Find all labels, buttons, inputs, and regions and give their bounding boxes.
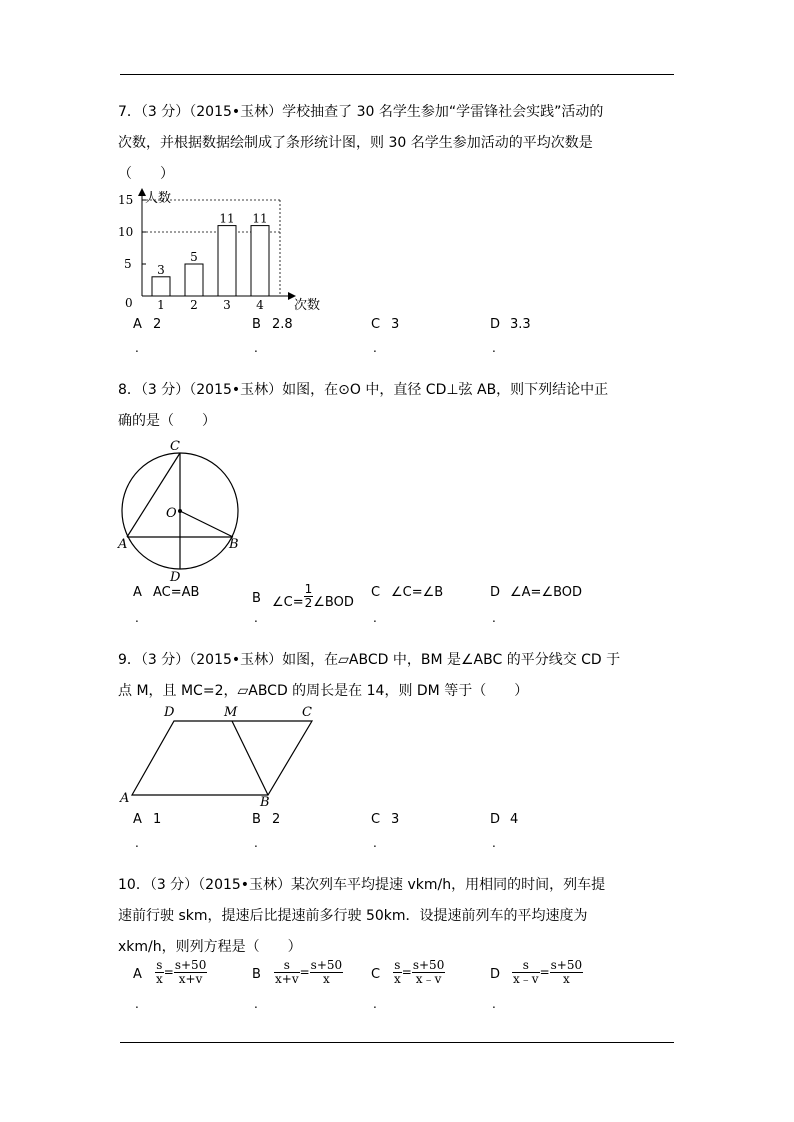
chart-xticks bbox=[157, 298, 264, 312]
q10-dot-c: . bbox=[373, 997, 377, 1011]
question-8-options bbox=[133, 582, 693, 625]
segment-bm bbox=[232, 721, 268, 795]
question-7-options bbox=[133, 317, 693, 357]
fraction-right: $\frac{s+50}{x}$ bbox=[310, 958, 343, 986]
question-8-line-2: 确的是（ ） bbox=[118, 413, 216, 429]
question-7-line-1: 7．（3 分）（2015•玉林）学校抽查了 30 名学生参加“学雷锋社会实践”活动的 bbox=[118, 104, 604, 120]
q8-dot-a: . bbox=[135, 611, 139, 625]
label-o: O bbox=[166, 506, 177, 521]
question-9-options bbox=[133, 812, 693, 852]
fraction-left: $\frac{s}{x﹣v}$ bbox=[513, 958, 539, 986]
label-c: C bbox=[170, 439, 180, 454]
q7-option-a[interactable]: A 2 bbox=[133, 317, 162, 332]
question-9 bbox=[118, 645, 678, 707]
q10-option-b[interactable]: B $\frac{s}{x+v}$ = $\frac{s+50}{x}$ bbox=[252, 958, 343, 986]
question-9-line-1: 9．（3 分）（2015•玉林）如图，在▱ABCD 中，BM 是∠ABC 的平分线交 CD 于 bbox=[118, 652, 621, 668]
bar-chart bbox=[112, 186, 352, 316]
label-b: B bbox=[229, 537, 239, 552]
fraction-left: $\frac{s}{x}$ bbox=[394, 958, 401, 986]
parallelogram-diagram bbox=[118, 702, 328, 807]
q9-dot-d: . bbox=[492, 836, 496, 850]
q9-dot-b: . bbox=[254, 836, 258, 850]
question-8 bbox=[118, 375, 678, 437]
x-tick-label-2: 2 bbox=[190, 298, 198, 312]
q10-option-c[interactable]: C $\frac{s}{x}$ = $\frac{s+50}{x﹣v}$ bbox=[371, 958, 445, 986]
segment-ac bbox=[127, 453, 180, 537]
fraction-right: $\frac{s+50}{x+v}$ bbox=[174, 958, 207, 986]
question-10 bbox=[118, 870, 678, 963]
bar-value-2: 5 bbox=[190, 250, 198, 264]
q10-option-d[interactable]: D $\frac{s}{x﹣v}$ = $\frac{s+50}{x}$ bbox=[490, 958, 583, 986]
q10-dot-a: . bbox=[135, 997, 139, 1011]
bar-2 bbox=[185, 264, 203, 296]
chart-bars bbox=[152, 212, 269, 296]
label-m: M bbox=[224, 705, 238, 720]
q9-option-d[interactable]: D 4 bbox=[490, 812, 519, 827]
q9-option-a[interactable]: A 1 bbox=[133, 812, 162, 827]
q8-dot-b: . bbox=[254, 611, 258, 625]
fraction-right: $\frac{s+50}{x}$ bbox=[550, 958, 583, 986]
bar-4 bbox=[251, 226, 269, 296]
label-a: A bbox=[120, 791, 130, 806]
top-rule bbox=[120, 74, 674, 75]
segment-ob bbox=[180, 511, 233, 537]
q7-dot-c: . bbox=[373, 341, 377, 355]
question-7 bbox=[118, 97, 678, 190]
label-d: D bbox=[164, 705, 175, 720]
question-10-line-1: 10．（3 分）（2015•玉林）某次列车平均提速 vkm/h，用相同的时间，列车提 bbox=[118, 877, 606, 893]
label-a: A bbox=[118, 537, 128, 552]
question-10-line-3: xkm/h，则列方程是（ ） bbox=[118, 939, 302, 955]
bar-1 bbox=[152, 277, 170, 296]
q8-dot-d: . bbox=[492, 611, 496, 625]
label-d: D bbox=[170, 570, 181, 585]
center-point bbox=[178, 509, 182, 513]
q10-option-a[interactable]: A $\frac{s}{x}$ = $\frac{s+50}{x+v}$ bbox=[133, 958, 207, 986]
fraction-left: $\frac{s}{x}$ bbox=[156, 958, 163, 986]
q8-dot-c: . bbox=[373, 611, 377, 625]
q7-dot-d: . bbox=[492, 341, 496, 355]
q10-dot-d: . bbox=[492, 997, 496, 1011]
q9-option-c[interactable]: C 3 bbox=[371, 812, 400, 827]
q7-dot-b: . bbox=[254, 341, 258, 355]
q8-option-a[interactable]: A AC=AB bbox=[133, 585, 200, 600]
q9-option-b[interactable]: B 2 bbox=[252, 812, 281, 827]
y-tick-label-0: 0 bbox=[125, 296, 133, 310]
q7-dot-a: . bbox=[135, 341, 139, 355]
label-c: C bbox=[302, 705, 312, 720]
bar-3 bbox=[218, 226, 236, 296]
x-tick-label-1: 1 bbox=[157, 298, 165, 312]
bar-value-3: 11 bbox=[219, 211, 235, 226]
question-10-line-2: 速前行驶 skm，提速后比提速前多行驶 50km．设提速前列车的平均速度为 bbox=[118, 908, 588, 924]
question-7-line-3: （ ） bbox=[118, 166, 174, 182]
q7-option-d[interactable]: D 3.3 bbox=[490, 317, 531, 332]
question-7-line-2: 次数，并根据数据绘制成了条形统计图，则 30 名学生参加活动的平均次数是 bbox=[118, 135, 593, 151]
bottom-rule bbox=[120, 1042, 674, 1043]
fraction-right: $\frac{s+50}{x﹣v}$ bbox=[412, 958, 445, 986]
question-9-line-2: 点 M，且 MC=2，▱ABCD 的周长是在 14，则 DM 等于（ ） bbox=[118, 683, 529, 699]
q9-dot-a: . bbox=[135, 836, 139, 850]
q7-option-c[interactable]: C 3 bbox=[371, 317, 400, 332]
q8-option-d[interactable]: D ∠A=∠BOD bbox=[490, 585, 583, 600]
x-tick-label-4: 4 bbox=[256, 298, 264, 312]
half-fraction: $\frac{1}{2}$ bbox=[304, 582, 313, 610]
q9-dot-c: . bbox=[373, 836, 377, 850]
x-tick-label-3: 3 bbox=[223, 298, 231, 312]
q7-option-b[interactable]: B 2.8 bbox=[252, 317, 293, 332]
q8-option-c[interactable]: C ∠C=∠B bbox=[371, 585, 444, 600]
circle-diagram bbox=[115, 435, 265, 585]
q10-dot-b: . bbox=[254, 997, 258, 1011]
label-b: B bbox=[260, 795, 270, 807]
parallelogram-abcd bbox=[132, 721, 312, 795]
q8-option-b[interactable]: B ∠C= $\frac{1}{2}$ ∠BOD bbox=[252, 582, 354, 610]
bar-value-1: 3 bbox=[157, 262, 165, 277]
question-10-options bbox=[133, 958, 693, 1011]
y-tick-label-10: 10 bbox=[118, 225, 134, 239]
x-axis-label: 次数 bbox=[294, 298, 321, 313]
y-axis-label: 人数 bbox=[145, 191, 172, 206]
y-tick-label-5: 5 bbox=[124, 257, 132, 271]
y-tick-label-15: 15 bbox=[118, 193, 134, 207]
question-8-line-1: 8．（3 分）（2015•玉林）如图，在⊙O 中，直径 CD⊥弦 AB，则下列结论中正 bbox=[118, 382, 609, 398]
fraction-left: $\frac{s}{x+v}$ bbox=[275, 958, 299, 986]
bar-value-4: 11 bbox=[252, 211, 268, 226]
